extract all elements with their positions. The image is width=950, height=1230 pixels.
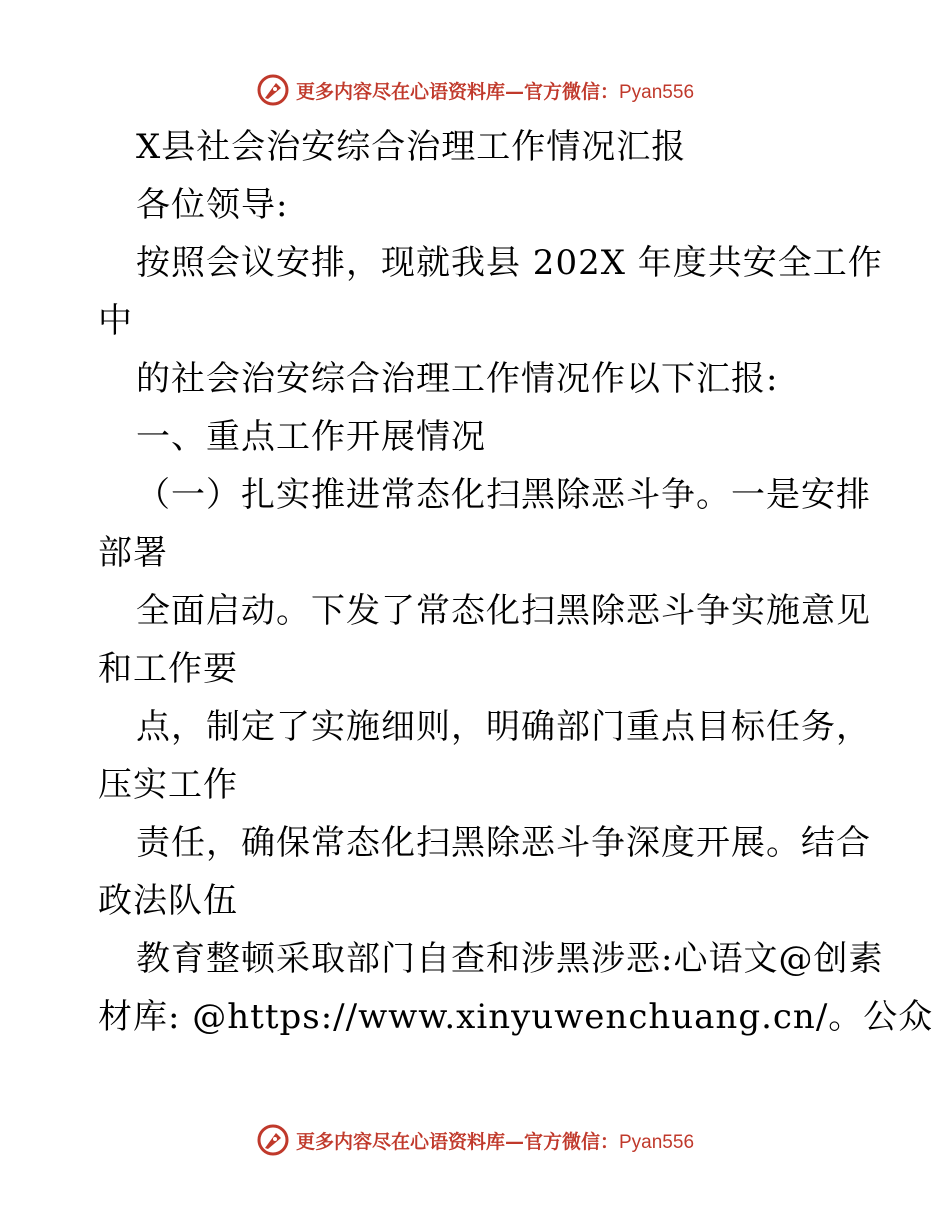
body-line: 政法队伍 (98, 881, 238, 921)
pen-nib-circle-icon (256, 73, 290, 107)
document-body (98, 118, 934, 1046)
body-line: 中 (98, 301, 133, 341)
body-line: 材库: @https://www.xinyuwenchuang.cn/。公众 (98, 997, 934, 1037)
section-heading: 一、重点工作开展情况 (136, 417, 486, 457)
salutation: 各位领导: (136, 185, 289, 225)
footer-watermark-banner (0, 1120, 950, 1160)
body-line: 教育整顿采取部门自查和涉黑涉恶:心语文@创素 (136, 939, 884, 979)
body-line: 点，制定了实施细则，明确部门重点目标任务， (136, 707, 871, 747)
footer-banner-contact: Pyan556 (619, 1131, 695, 1153)
pen-nib-circle-icon (256, 1123, 290, 1157)
body-line: 按照会议安排，现就我县 202X 年度共安全工作 (136, 243, 883, 283)
body-line: 压实工作 (98, 765, 238, 805)
subsection-heading: （一）扎实推进常态化扫黑除恶斗争。一是安排 (136, 475, 871, 515)
body-line: 部署 (98, 533, 168, 573)
header-banner-contact: Pyan556 (619, 81, 695, 103)
footer-banner-text: 更多内容尽在心语资料库—官方微信：Pyan556 (295, 1130, 695, 1153)
body-line: 全面启动。下发了常态化扫黑除恶斗争实施意见 (136, 591, 871, 631)
document-title: X县社会治安综合治理工作情况汇报 (136, 127, 687, 167)
header-banner-text: 更多内容尽在心语资料库—官方微信：Pyan556 (295, 80, 695, 103)
body-line: 和工作要 (98, 649, 238, 689)
body-line: 责任，确保常态化扫黑除恶斗争深度开展。结合 (136, 823, 871, 863)
body-line: 的社会治安综合治理工作情况作以下汇报: (136, 359, 779, 399)
header-watermark-banner (0, 70, 950, 110)
